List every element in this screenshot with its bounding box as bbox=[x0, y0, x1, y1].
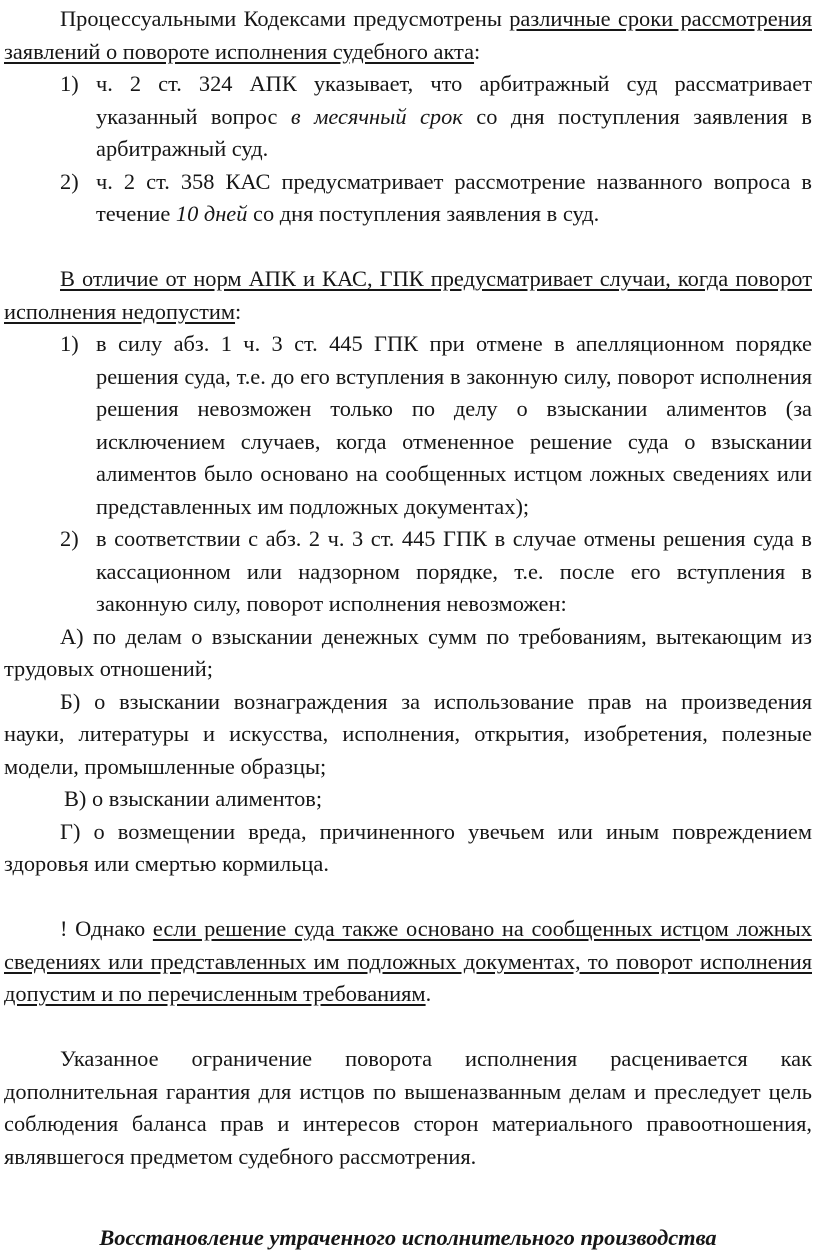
list-item bbox=[4, 166, 812, 231]
exception-underlined-text: если решение суда также основано на сообщенных истцом ложных сведениях или представленных им подложных документах, то поворот исполнения допустим и по перечисленным требованиям bbox=[4, 916, 812, 1006]
gpk-paragraph: В отличие от норм АПК и КАС, ГПК предусматривает случаи, когда поворот исполнения недопустим: bbox=[4, 263, 812, 328]
emphasis-term: в месячный срок bbox=[291, 104, 463, 129]
list-item bbox=[4, 68, 812, 166]
intro-text: Процессуальными Кодексами предусмотрены bbox=[60, 6, 509, 31]
list-item bbox=[4, 328, 812, 523]
sub-item-v: В) о взыскании алиментов; bbox=[4, 783, 812, 816]
list-item bbox=[4, 523, 812, 621]
intro-punct: : bbox=[474, 39, 480, 64]
spacer bbox=[4, 881, 812, 914]
list-item-text: ч. 2 ст. 358 КАС предусматривает рассмотрение названного вопроса в течение 10 дней со дня поступления заявления в суд. bbox=[96, 166, 812, 231]
exception-paragraph: ! Однако если решение суда также основано на сообщенных истцом ложных сведениях или представленных им подложных документах, то поворот исполнения допустим и по перечисленным требованиям. bbox=[4, 913, 812, 1011]
spacer bbox=[4, 1011, 812, 1044]
guarantee-paragraph: Указанное ограничение поворота исполнения расценивается как дополнительная гарантия для истцов по вышеназванным делам и преследует цель соблюдения баланса прав и интересов сторон материального правоотношения, являвшегося предметом судебного рассмотрения. bbox=[4, 1043, 812, 1173]
list-number: 2) bbox=[60, 166, 96, 199]
intro-paragraph bbox=[4, 3, 812, 68]
section-title: Восстановление утраченного исполнительного производства bbox=[4, 1222, 812, 1254]
sub-item-a: А) по делам о взыскании денежных сумм по требованиям, вытекающим из трудовых отношений; bbox=[4, 621, 812, 686]
list-item-text: в соответствии с абз. 2 ч. 3 ст. 445 ГПК в случае отмены решения суда в кассационном или надзорном порядке, т.е. после его вступления в законную силу, поворот исполнения невозможен: bbox=[96, 523, 812, 621]
spacer bbox=[4, 231, 812, 264]
sub-item-g: Г) о возмещении вреда, причиненного увечьем или иным повреждением здоровья или смертью кормильца. bbox=[4, 816, 812, 881]
gpk-underlined-text: В отличие от норм АПК и КАС, ГПК предусматривает случаи, когда поворот исполнения недопустим bbox=[4, 266, 812, 324]
list-item-text: ч. 2 ст. 324 АПК указывает, что арбитражный суд рассматривает указанный вопрос в месячный срок со дня поступления заявления в арбитражный суд. bbox=[96, 68, 812, 166]
emphasis-term: 10 дней bbox=[176, 201, 248, 226]
list-number: 1) bbox=[60, 328, 96, 361]
spacer bbox=[4, 1173, 812, 1206]
intro-underlined-text: различные сроки рассмотрения заявлений о повороте исполнения судебного акта bbox=[4, 6, 812, 64]
list-number: 2) bbox=[60, 523, 96, 556]
list-item-text: в силу абз. 1 ч. 3 ст. 445 ГПК при отмене в апелляционном порядке решения суда, т.е. до его вступления в законную силу, поворот исполнения решения невозможен только по делу о взыскании алиментов (за исключением случаев, когда отмененное решение суда о взыскании алиментов было основано на сообщенных истцом ложных сведениях или представленных им подложных документах); bbox=[96, 328, 812, 523]
list-number: 1) bbox=[60, 68, 96, 101]
sub-item-b: Б) о взыскании вознаграждения за использование прав на произведения науки, литературы и искусства, исполнения, открытия, изобретения, полезные модели, промышленные образцы; bbox=[4, 686, 812, 784]
